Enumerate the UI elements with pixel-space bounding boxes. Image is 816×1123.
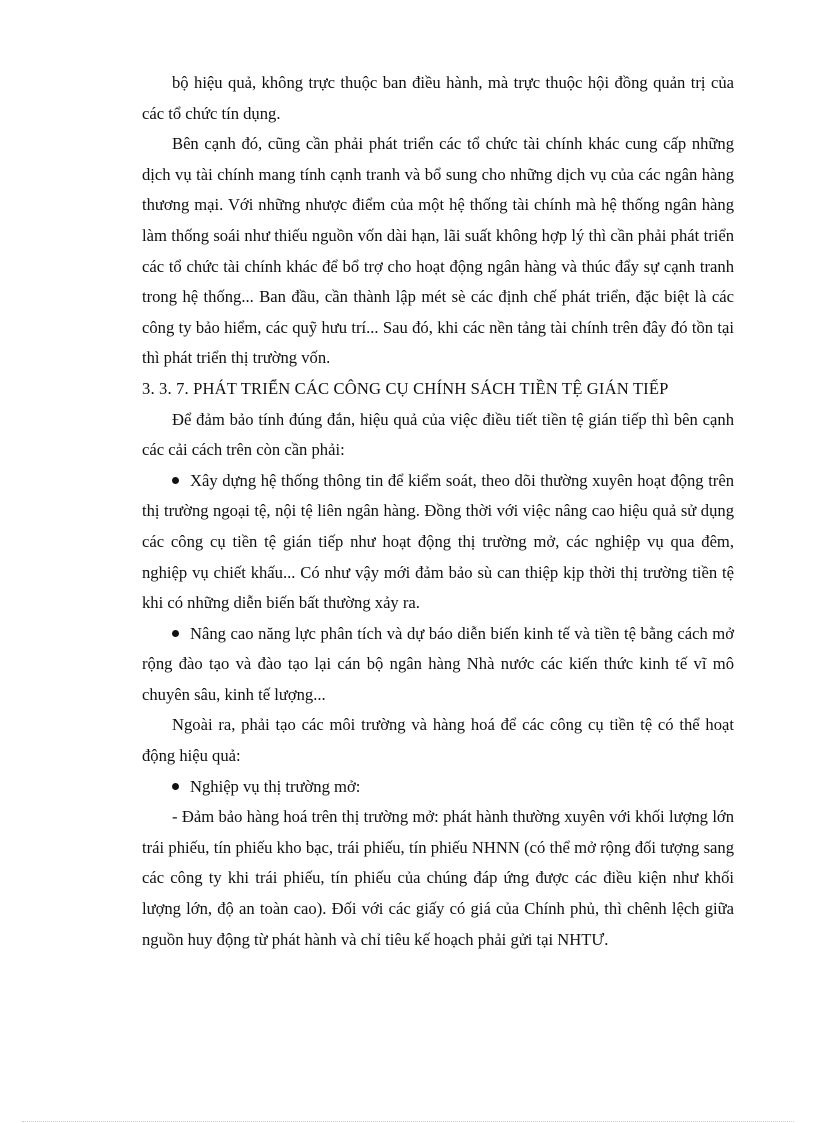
- paragraph-intro: Để đảm bảo tính đúng đắn, hiệu quả của việc điều tiết tiền tệ gián tiếp thì bên cạnh các cải cách trên còn cần phải:: [142, 409, 734, 460]
- bullet-text: Nâng cao năng lực phân tích và dự báo diễn biến kinh tế và tiền tệ bằng cách mở rộng đào tạo và đào tạo lại cán bộ ngân hàng Nhà nước các kiến thức kinh tế vĩ mô chuyên sâu, kinh tế lượng...: [142, 623, 734, 704]
- bullet-icon: [172, 783, 179, 790]
- bullet-item-information-system: [142, 466, 734, 619]
- bullet-icon: [172, 630, 179, 637]
- section-heading: 3. 3. 7. PHÁT TRIỂN CÁC CÔNG CỤ CHÍNH SÁCH TIỀN TỆ GIÁN TIẾP: [142, 378, 669, 398]
- paragraph-other-institutions: Bên cạnh đó, cũng cần phải phát triển các tổ chức tài chính khác cung cấp những dịch vụ tài chính mang tính cạnh tranh và bổ sung cho những dịch vụ của các ngân hàng thương mại. Với những nhược điểm của một hệ thống tài chính mà hệ thống ngân hàng làm thống soái như thiếu nguồn vốn dài hạn, lãi suất không hợp lý thì cần phải phát triển các tổ chức tài chính khác để bổ trợ cho hoạt động ngân hàng và thúc đẩy sự cạnh tranh trong hệ thống... Ban đầu, cần thành lập mét sè các định chế phát triển, đặc biệt là các công ty bảo hiểm, các quỹ hưu trí... Sau đó, khi các nền tảng tài chính trên đây đó tồn tại thì phát triển thị trường vốn.: [142, 134, 734, 368]
- bullet-text: Xây dựng hệ thống thông tin để kiểm soát, theo dõi thường xuyên hoạt động trên thị trường ngoại tệ, nội tệ liên ngân hàng. Đồng thời với việc nâng cao hiệu quả sử dụng các công cụ tiền tệ gián tiếp như hoạt động thị trường mở, các nghiệp vụ qua đêm, nghiệp vụ chiết khấu... Có như vậy mới đảm bảo sù can thiệp kịp thời thị trường tiền tệ khi có những diễn biến bất thường xảy ra.: [142, 470, 734, 613]
- bullet-text: Nghiệp vụ thị trường mở:: [190, 776, 361, 796]
- dash-item-goods: - Đảm bảo hàng hoá trên thị trường mở: phát hành thường xuyên với khối lượng lớn trái phiếu, tín phiếu kho bạc, trái phiếu, tín phiếu NHNN (có thể mở rộng đối tượng sang các công ty khi trái phiếu, tín phiếu của chúng đáp ứng được các điều kiện như khối lượng lớn, độ an toàn cao). Đối với các giấy có giá của Chính phủ, thì chênh lệch giữa nguồn huy động từ phát hành và chỉ tiêu kế hoạch phải gửi tại NHTƯ.: [142, 807, 734, 949]
- bullet-icon: [172, 477, 179, 484]
- paragraph-continuation: bộ hiệu quả, không trực thuộc ban điều hành, mà trực thuộc hội đồng quản trị của các tổ chức tín dụng.: [142, 73, 734, 123]
- document-page: [142, 68, 734, 955]
- page-bottom-divider: [22, 1121, 794, 1122]
- bullet-item-open-market: [142, 772, 734, 803]
- bullet-item-analysis-capacity: [142, 619, 734, 711]
- paragraph-environment: Ngoài ra, phải tạo các môi trường và hàng hoá để các công cụ tiền tệ có thể hoạt động hiệu quả:: [142, 715, 734, 766]
